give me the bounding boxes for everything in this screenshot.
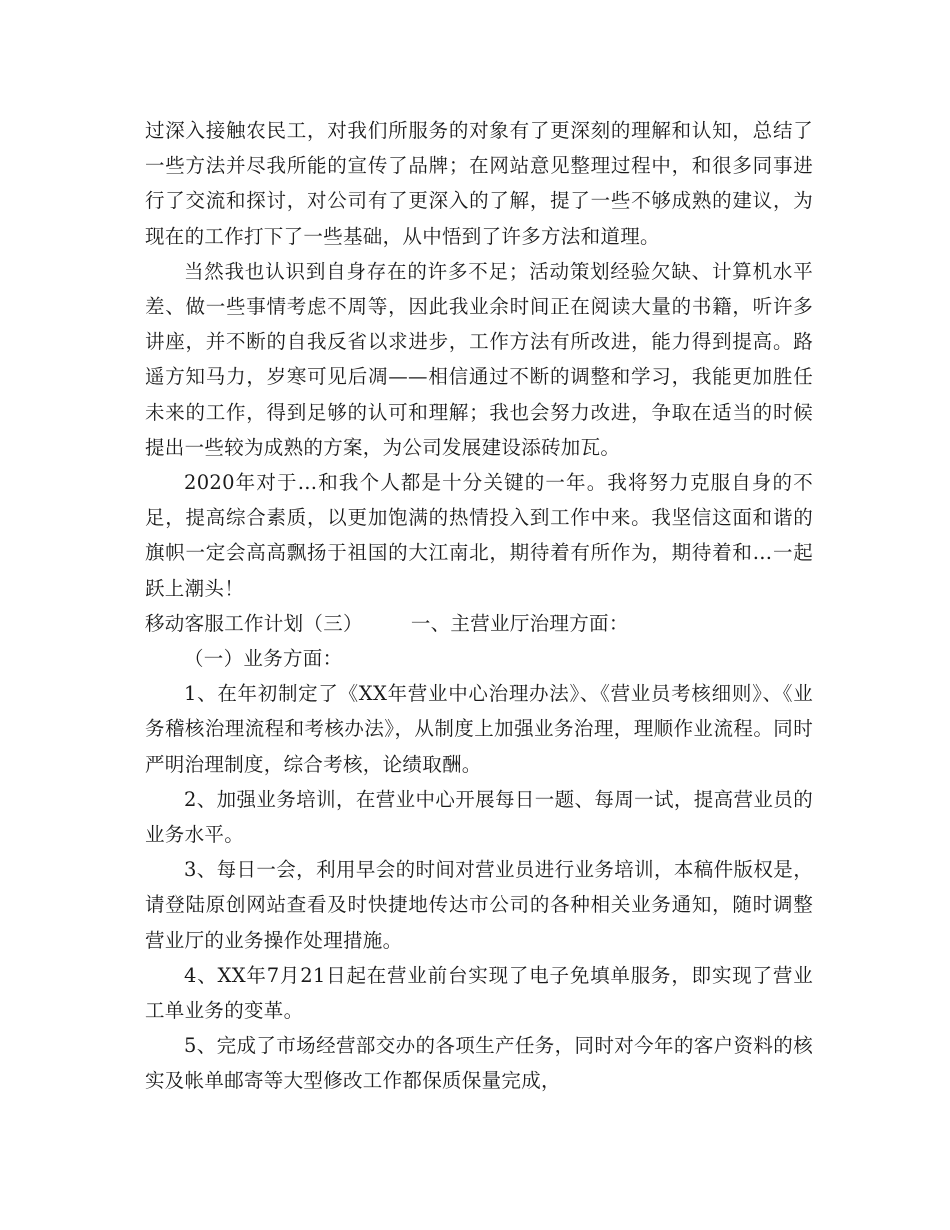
list-item-5: 5、完成了市场经营部交办的各项生产任务，同时对今年的客户资料的核实及帐单邮寄等大型修改工作都保质保量完成， bbox=[145, 1034, 813, 1093]
paragraph-continued: 过深入接触农民工，对我们所服务的对象有了更深刻的理解和认知，总结了一些方法并尽我所能的宣传了品牌；在网站意见整理过程中，和很多同事进行了交流和探讨，对公司有了更深入的了解，提了一些不够成熟的建议，为现在的工作打下了一些基础，从中悟到了许多方法和道理。 bbox=[145, 119, 813, 248]
list-item-2: 2、加强业务培训，在营业中心开展每日一题、每周一试，提高营业员的业务水平。 bbox=[145, 787, 813, 847]
paragraph-2020: 2020年对于…和我个人都是十分关键的一年。我将努力克服自身的不足，提高综合素质，以更加饱满的热情投入到工作中来。我坚信这面和谐的旗帜一定会高高飘扬于祖国的大江南北，期待着有所作为，期待着和…一起跃上潮头！ bbox=[145, 471, 813, 600]
subsection-title: （一）业务方面： bbox=[184, 647, 343, 671]
list-item-4: 4、XX年7月21日起在营业前台实现了电子免填单服务，即实现了营业工单业务的变革。 bbox=[145, 963, 813, 1023]
list-item-1: 1、在年初制定了《XX年营业中心治理办法》、《营业员考核细则》、《业务稽核治理流程和考核办法》，从制度上加强业务治理，理顺作业流程。同时严明治理制度，综合考核，论绩取酬。 bbox=[145, 682, 813, 776]
section-heading-line bbox=[145, 606, 813, 641]
section-title: 移动客服工作计划（三） bbox=[145, 611, 363, 635]
paragraph-shortcomings: 当然我也认识到自身存在的许多不足；活动策划经验欠缺、计算机水平差、做一些事情考虑不周等，因此我业余时间正在阅读大量的书籍，听许多讲座，并不断的自我反省以求进步，工作方法有所改进，能力得到提高。路遥方知马力，岁寒可见后凋——相信通过不断的调整和学习，我能更加胜任未来的工作，得到足够的认可和理解；我也会努力改进，争取在适当的时候提出一些较为成熟的方案，为公司发展建设添砖加瓦。 bbox=[145, 259, 813, 459]
list-item-3: 3、每日一会，利用早会的时间对营业员进行业务培训，本稿件版权是，请登陆原创网站查看及时快捷地传达市公司的各种相关业务通知，随时调整营业厅的业务操作处理措施。 bbox=[145, 858, 813, 952]
document-body bbox=[145, 113, 813, 1099]
section-heading: 一、主营业厅治理方面： bbox=[410, 611, 629, 635]
